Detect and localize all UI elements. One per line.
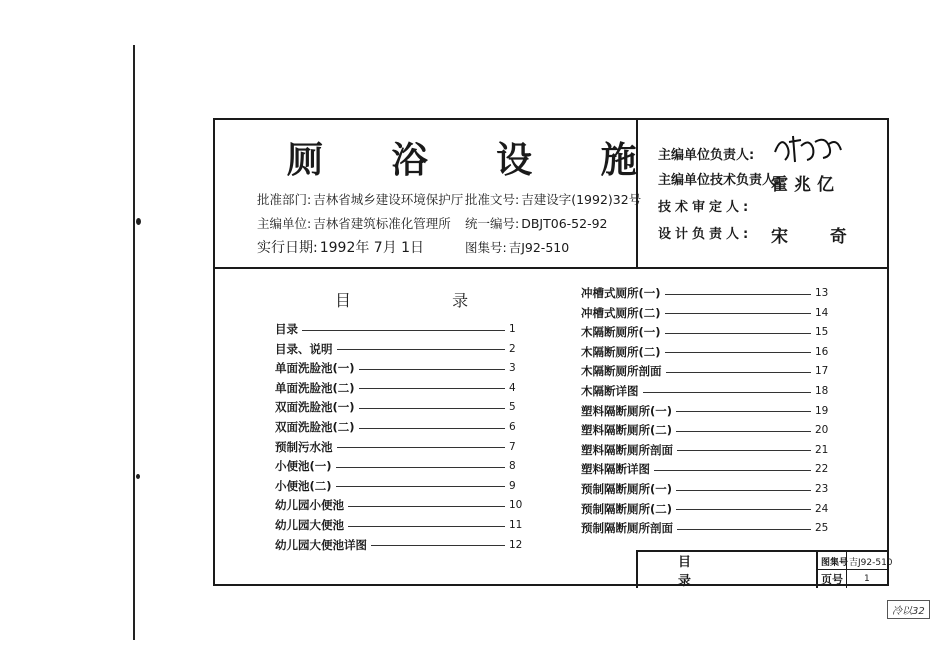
toc-entry-page: 17 (815, 365, 829, 378)
approving-dept-line (257, 190, 463, 208)
toc-entry-page: 9 (509, 479, 516, 492)
approval-doc-line (465, 190, 641, 208)
toc-entry-page: 14 (815, 306, 829, 319)
toc-entry-label: 塑料隔断厕所(一) (581, 403, 673, 418)
effective-date-line (257, 237, 424, 257)
toc-entry (581, 304, 831, 322)
toc-leader-line (348, 526, 505, 527)
toc-entry-page: 3 (509, 362, 516, 375)
toc-entry-label: 木隔断厕所(二) (581, 344, 661, 359)
toc-entry-page: 19 (815, 404, 829, 417)
toc-leader-line (359, 369, 505, 370)
toc-leader-line (337, 447, 506, 448)
toc-entry (581, 402, 831, 420)
toc-entry-label: 塑料隔断详图 (581, 462, 650, 477)
tech-lead-name: 霍兆亿 (771, 175, 840, 195)
unified-no-label: 统一编号: (465, 216, 520, 231)
toc-entry (581, 441, 831, 459)
toc-leader-line (665, 333, 811, 334)
toc-leader-line (302, 330, 505, 331)
toc-entry-page: 4 (509, 381, 516, 394)
toc-entry-label: 预制隔断厕所(一) (581, 482, 673, 496)
toc-entry (581, 284, 831, 302)
toc-leader-line (371, 545, 505, 546)
toc-entry-label: 冲槽式厕所(二) (581, 305, 661, 320)
design-lead-name: 宋 奇 (771, 227, 865, 247)
toc-entry-label: 幼儿园大便池详图 (275, 537, 367, 552)
toc-entry-label: 幼儿园小便池 (275, 498, 344, 513)
toc-leader-line (677, 450, 811, 451)
title-block-name: 目 录 (638, 552, 818, 588)
toc-entry (275, 320, 525, 338)
toc-entry-label: 冲槽式厕所(一) (581, 286, 661, 300)
toc-entry (581, 343, 831, 361)
toc-leader-line (336, 467, 505, 468)
toc-entry (275, 398, 525, 416)
design-lead-label: 设计负责人: (658, 227, 753, 242)
editor-unit: 吉林省建筑标准化管理所 (313, 216, 451, 231)
toc-leader-line (348, 506, 505, 507)
toc-leader-line (359, 408, 505, 409)
toc-leader-line (676, 411, 811, 412)
toc-leader-line (666, 372, 812, 373)
toc-entry (275, 457, 525, 475)
toc-entry (275, 340, 525, 358)
editor-unit-label: 主编单位: (257, 216, 312, 231)
toc-entry-page: 15 (815, 326, 829, 339)
atlas-no-label-cell: 图集号 (821, 558, 849, 568)
toc-entry-page: 25 (815, 522, 829, 535)
page-no-label-cell: 页号 (821, 572, 843, 586)
toc-entry-page: 13 (815, 287, 829, 299)
toc-entry-label: 木隔断详图 (581, 384, 639, 398)
unified-no-line (465, 214, 607, 232)
toc-entry-label: 预制隔断厕所(二) (581, 501, 673, 516)
approving-dept-label: 批准部门: (257, 192, 312, 207)
toc-entry (275, 438, 525, 456)
toc-leader-line (359, 428, 505, 429)
toc-leader-line (654, 470, 811, 471)
toc-entry-page: 24 (815, 502, 829, 515)
technical-reviewer-label: 技术审定人: (658, 200, 753, 215)
toc-entry-label: 塑料隔断厕所剖面 (581, 442, 673, 457)
toc-entry-page: 11 (509, 519, 523, 531)
toc-entry-page: 23 (815, 483, 829, 495)
toc-entry-page: 6 (509, 421, 516, 433)
toc-leader-line (359, 388, 505, 389)
toc-entry-page: 5 (509, 401, 516, 414)
toc-leader-line (665, 313, 811, 314)
toc-leader-line (336, 486, 505, 487)
toc-entry-page: 10 (509, 499, 523, 512)
toc-entry-label: 单面洗脸池(一) (275, 361, 355, 376)
toc-entry (581, 362, 831, 380)
toc-entry (581, 480, 831, 498)
toc-leader-line (665, 294, 811, 295)
punch-mark (136, 474, 140, 479)
toc-entry-page: 21 (815, 443, 829, 456)
toc-heading: 目 录 (335, 291, 517, 310)
toc-entry-label: 目录 (275, 322, 298, 336)
toc-entry-page: 8 (509, 460, 516, 473)
toc-leader-line (665, 352, 811, 353)
header-divider (215, 267, 887, 269)
toc-entry (275, 418, 525, 436)
punch-mark (136, 218, 141, 225)
approval-doc-label: 批准文号: (465, 192, 520, 207)
toc-entry-page: 2 (509, 342, 516, 355)
effective-date: 1992年 7月 1日 (319, 240, 425, 256)
toc-entry (275, 359, 525, 377)
toc-entry-label: 塑料隔断厕所(二) (581, 423, 673, 438)
toc-entry (581, 421, 831, 439)
unified-no: DBJT06-52-92 (521, 216, 608, 231)
archive-stamp: 冷以32 (887, 600, 930, 619)
toc-entry-page: 18 (815, 385, 829, 397)
chief-editor-label: 主编单位负责人: (658, 148, 755, 163)
toc-entry-page: 7 (509, 440, 516, 453)
toc-entry (581, 500, 831, 518)
toc-entry (275, 496, 525, 514)
toc-entry-label: 目录、说明 (275, 341, 333, 356)
toc-entry-page: 16 (815, 345, 829, 358)
toc-entry-page: 20 (815, 424, 829, 437)
toc-entry (581, 382, 831, 400)
toc-entry (275, 516, 525, 534)
toc-entry (581, 323, 831, 341)
atlas-no-line (465, 238, 569, 256)
page-no-value-cell: 1 (864, 573, 870, 584)
toc-entry-page: 1 (509, 323, 516, 335)
toc-leader-line (337, 349, 506, 350)
toc-entry (275, 477, 525, 495)
toc-entry (581, 519, 831, 537)
toc-leader-line (643, 392, 812, 393)
toc-entry-label: 小便池(一) (275, 459, 332, 474)
toc-entry-page: 12 (509, 538, 523, 551)
editor-unit-line (257, 214, 451, 232)
toc-entry-label: 幼儿园大便池 (275, 518, 344, 532)
toc-entry-label: 木隔断厕所剖面 (581, 364, 662, 379)
approval-doc: 吉建设字(1992)32号 (521, 192, 642, 207)
toc-entry-label: 小便池(二) (275, 478, 332, 493)
toc-leader-line (676, 490, 811, 491)
toc-entry (275, 536, 525, 554)
toc-leader-line (676, 509, 811, 510)
toc-entry-label: 预制污水池 (275, 439, 333, 454)
toc-entry-label: 双面洗脸池(二) (275, 420, 355, 434)
toc-leader-line (677, 529, 811, 530)
handwritten-signature (771, 132, 845, 166)
toc-entry-label: 单面洗脸池(二) (275, 380, 355, 395)
document-title: 厕 浴 设 施 (287, 139, 665, 181)
title-block (636, 550, 893, 589)
toc-entry-label: 木隔断厕所(一) (581, 325, 661, 340)
toc-entry-label: 预制隔断厕所剖面 (581, 521, 673, 536)
toc-entry (275, 379, 525, 397)
toc-entry (581, 460, 831, 478)
drawing-sheet (213, 118, 893, 589)
binding-margin-line (133, 45, 135, 640)
atlas-no-label: 图集号: (465, 240, 507, 255)
atlas-no: 吉J92-510 (508, 240, 570, 255)
effective-date-label: 实行日期: (257, 240, 318, 256)
toc-leader-line (676, 431, 811, 432)
tech-lead-label: 主编单位技术负责人: (658, 173, 781, 188)
approving-dept: 吉林省城乡建设环境保护厅 (313, 192, 464, 207)
atlas-no-value-cell: 吉J92-510 (849, 558, 893, 568)
toc-entry-label: 双面洗脸池(一) (275, 400, 355, 415)
toc-entry-page: 22 (815, 463, 829, 476)
